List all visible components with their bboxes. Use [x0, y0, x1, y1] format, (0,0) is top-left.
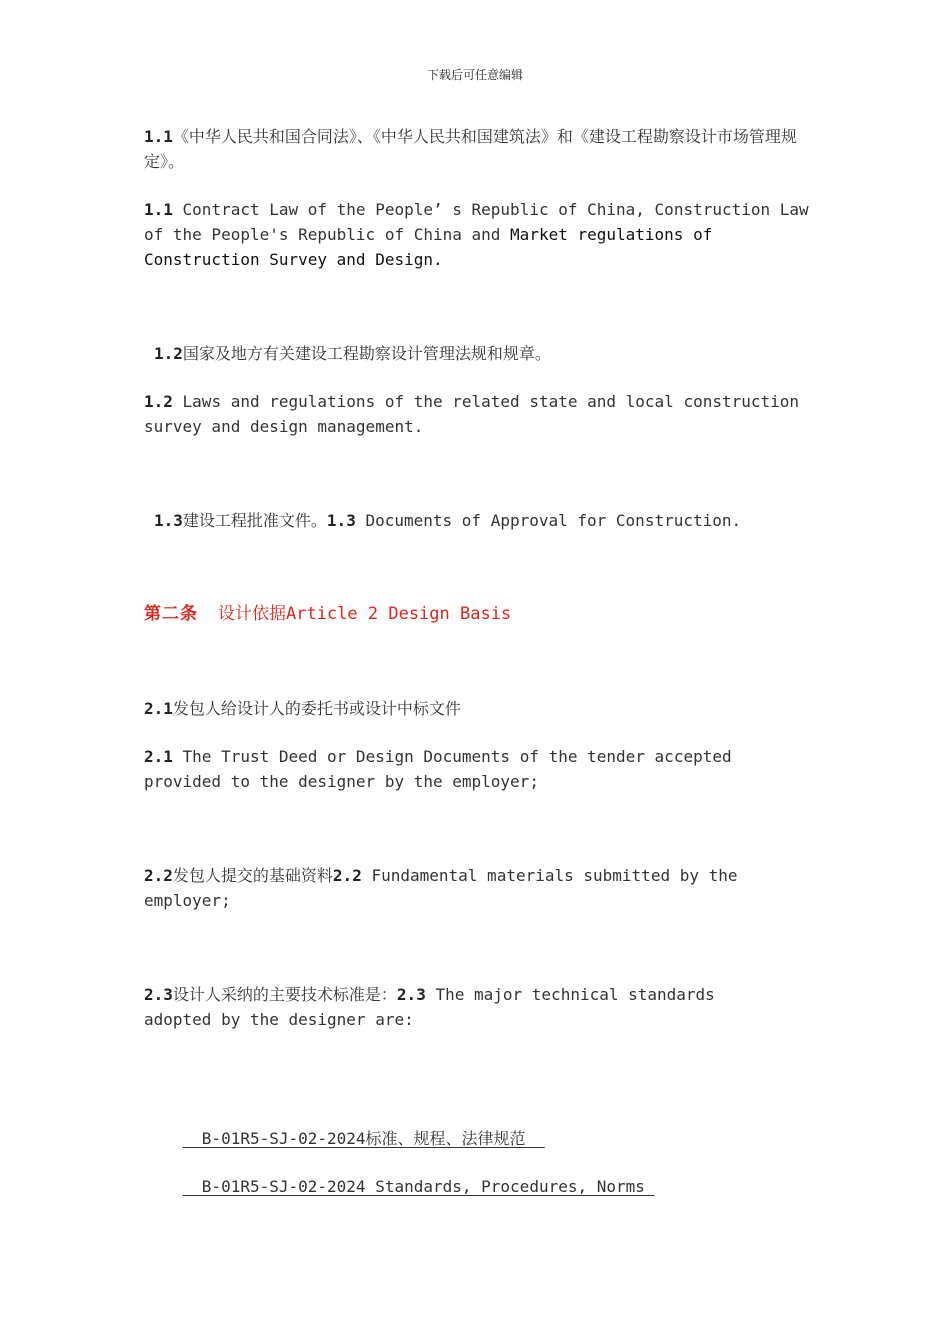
clause-number: 1.2 [144, 392, 173, 411]
clause-1-1-english [144, 197, 814, 272]
standards-text: B-01R5-SJ-02-2024标准、规程、法律规范 [182, 1129, 545, 1148]
clause-number-cn: 1.3 [154, 511, 183, 530]
clause-2-3 [144, 982, 784, 1032]
clause-2-2 [144, 863, 814, 913]
clause-text: 国家及地方有关建设工程勘察设计管理法规和规章。 [182, 344, 551, 363]
clause-text-en: Fundamental materials submitted by the employer; [144, 866, 738, 910]
standards-line-english [144, 1149, 814, 1224]
clause-1-2-english [144, 389, 814, 439]
clause-text-emphasis: Market regulations of Construction Survey and Design. [144, 225, 713, 269]
clause-text-cn: 发包人提交的基础资料 [172, 866, 333, 885]
clause-text: The Trust Deed or Design Documents of the tender accepted provided to the designer by the employer; [144, 747, 732, 791]
clause-text-en: Documents of Approval for Construction. [355, 511, 742, 530]
clause-text: 《中华人民共和国合同法》、《中华人民共和国建筑法》和《建设工程勘察设计市场管理规定》。 [144, 127, 797, 171]
clause-number: 1.2 [154, 344, 183, 363]
clause-text: Laws and regulations of the related state and local construction survey and design management. [144, 392, 800, 436]
clause-number-en: 2.2 [332, 866, 362, 885]
clause-number-en: 1.3 [326, 511, 356, 530]
clause-number: 1.1 [144, 127, 173, 146]
clause-text: 发包人给设计人的委托书或设计中标文件 [172, 699, 461, 718]
clause-1-2-chinese [154, 341, 824, 366]
clause-text: Contract Law of the People’ s Republic of China, Construction Law of the People's Republic of China and [144, 200, 809, 244]
clause-2-1-chinese [144, 696, 814, 721]
clause-number-en: 2.3 [396, 985, 426, 1004]
clause-number-cn: 2.2 [144, 866, 173, 885]
clause-number: 2.1 [144, 699, 173, 718]
article-2-heading [144, 602, 814, 627]
clause-1-1-chinese [144, 124, 814, 174]
article-label: 第二条 [144, 604, 198, 624]
article-title: 设计依据Article 2 Design Basis [218, 604, 512, 624]
clause-text-cn: 设计人采纳的主要技术标准是： [172, 985, 397, 1004]
clause-number-cn: 2.3 [144, 985, 173, 1004]
clause-text-en: The major technical standards adopted by the designer are: [144, 985, 715, 1029]
clause-1-3 [154, 508, 824, 533]
page-header: 下载后可任意编辑 [426, 68, 523, 82]
clause-number: 2.1 [144, 747, 173, 766]
clause-number: 1.1 [144, 200, 173, 219]
clause-text-cn: 建设工程批准文件。 [182, 511, 327, 530]
standards-text: B-01R5-SJ-02-2024 Standards, Procedures, Norms [182, 1177, 655, 1196]
clause-2-1-english [144, 744, 764, 794]
